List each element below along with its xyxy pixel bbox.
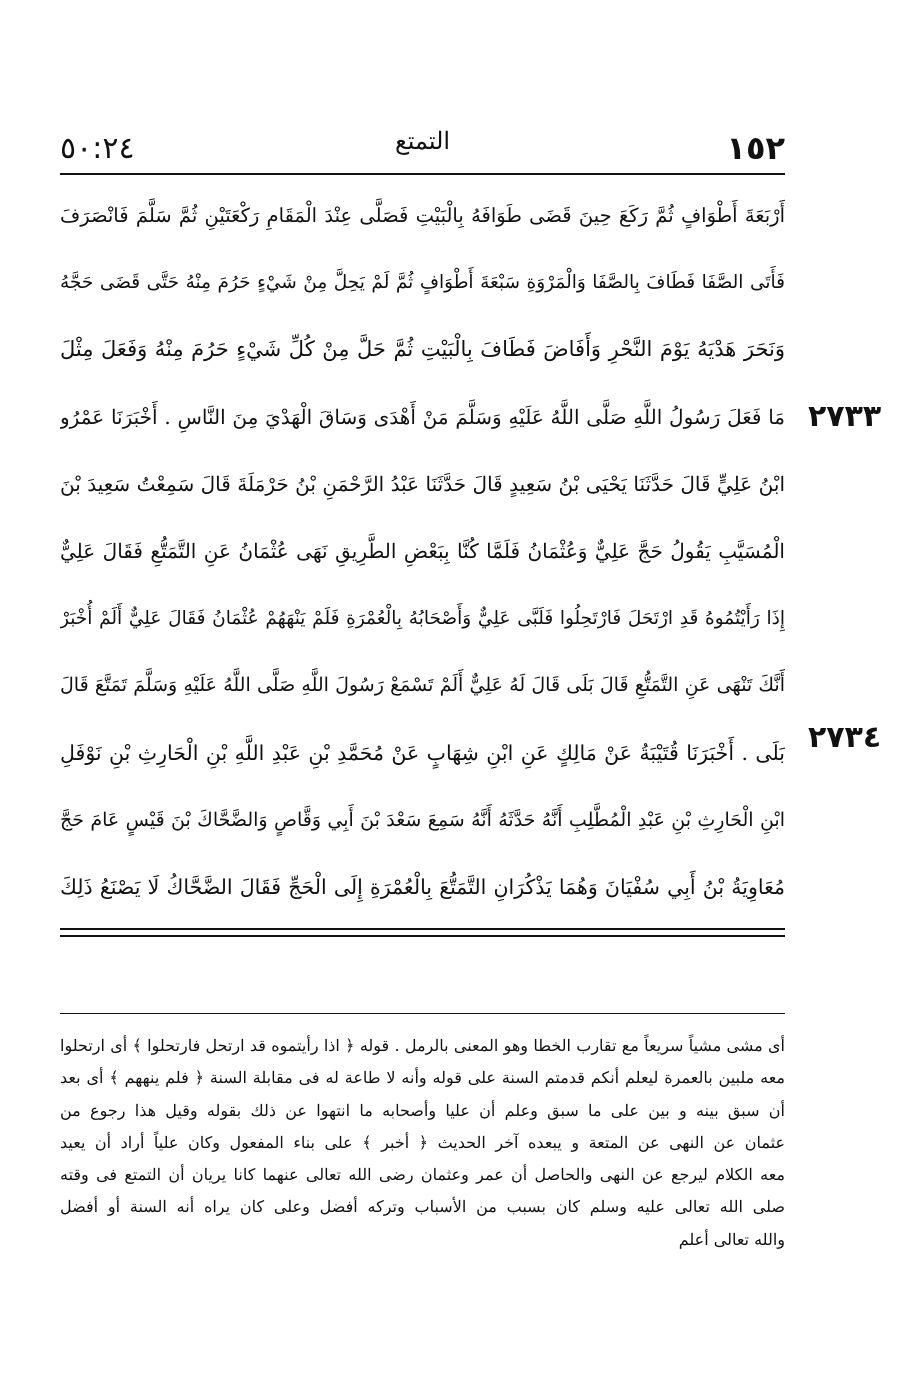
section-divider [60,928,785,930]
text-line: الْمُسَيَّبِ يَقُولُ حَجَّ عَلِيٌّ وَعُثْمَانُ فَلَمَّا كُنَّا بِبَعْضِ الطَّرِيقِ نَهَى عُثْمَانُ عَنِ التَّمَتُّعِ فَقَالَ عَلِيٌّ [60,538,785,563]
text-line: إِذَا رَأَيْتُمُوهُ قَدِ ارْتَحَلَ فَارْتَحِلُوا فَلَبَّى عَلِيٌّ وَأَصْحَابُهُ بِالْعُمْرَةِ فَلَمْ يَنْهَهُمْ عُثْمَانُ فَقَالَ عَلِيٌّ أَلَمْ أُخْبَرْ [60,608,785,630]
footnote-line: معه الكلام ليرجع عن النهى والحاصل أن عمر وعثمان رضى الله تعالى عنهما كانا يريان أن التمتع فى وقته [60,1165,785,1185]
text-line: ابْنُ عَلِيٍّ قَالَ حَدَّثَنَا يَحْيَى بْنُ سَعِيدٍ قَالَ حَدَّثَنَا عَبْدُ الرَّحْمَنِ بْنُ حَرْمَلَةَ قَالَ سَمِعْتُ سَعِيدَ بْنَ [60,471,785,496]
header-rule [60,173,785,175]
footnote [60,1030,785,1256]
footnote-line: صلى الله تعالى عليه وسلم كان بسبب من الأسباب وتركه أفضل وعلى كان يراه أنه السنة أو أفضل [60,1197,785,1217]
hadith-number: ٢٧٣٣ [808,399,882,434]
page-number: ١٥٢ [726,129,785,167]
text-line: وَنَحَرَ هَدْيَهُ يَوْمَ النَّحْرِ وَأَفَاضَ فَطَافَ بِالْبَيْتِ ثُمَّ حَلَّ مِنْ كُلِّ شَيْءٍ حَرُمَ مِنْهُ وَفَعَلَ مِثْلَ [60,337,785,362]
footnote-line: والله تعالى أعلم [678,1229,785,1249]
footnote-line: أى مشى مشياً سريعاً مع تقارب الخطا وهو المعنى بالرمل . قوله ﴿ اذا رأيتموه قد ارتحل فارتحلوا ﴾ أى ارتحلوا [60,1036,785,1055]
hadith-number: ٢٧٣٤ [808,720,882,755]
footnote-line: معه ملبين بالعمرة ليعلم أنكم قدمتم السنة على قوله وأنه لا طاعة له فى مقابلة السنة ﴿ فلم ينههم ﴾ أى بعد [60,1068,785,1088]
section-divider [60,935,785,937]
footnote-line: أن سبق بينه و بين على ما سبق وعلم أن عليا وأصحابه ما انتهوا عن ذلك بقوله وقيل هذا رجوع من [60,1100,785,1120]
footnote-line: عثمان عن النهى عن المتعة و يبعده آخر الحديث ﴿ أخبر ﴾ على بناء المفعول وكان علياً أراد أن يعيد [60,1132,785,1152]
text-line: ابْنِ الْحَارِثِ بْنِ عَبْدِ الْمُطَّلِبِ أَنَّهُ حَدَّثَهُ أَنَّهُ سَمِعَ سَعْدَ بْنَ أَبِي وَقَّاصٍ وَالضَّحَّاكَ بْنَ قَيْسٍ عَامَ حَجَّ [60,808,785,831]
text-line: فَأَتَى الصَّفَا فَطَافَ بِالصَّفَا وَالْمَرْوَةِ سَبْعَةَ أَطْوَافٍ ثُمَّ لَمْ يَحِلَّ مِنْ شَيْءٍ حَرُمَ مِنْهُ حَتَّى قَضَى حَجَّهُ [60,272,785,294]
text-line: بَلَى . أَخْبَرَنَا قُتَيْبَةُ عَنْ مَالِكٍ عَنِ ابْنِ شِهَابٍ عَنْ مُحَمَّدِ بْنِ عَبْدِ اللَّهِ بْنِ الْحَارِثِ بْنِ نَوْفَلِ [60,740,785,765]
page-header [60,125,785,175]
section-reference: ٥٠:٢٤ [60,131,135,166]
text-line: مَا فَعَلَ رَسُولُ اللَّهِ صَلَّى اللَّهُ عَلَيْهِ وَسَلَّمَ مَنْ أَهْدَى وَسَاقَ الْهَدْيَ مِنَ النَّاسِ . أَخْبَرَنَا عَمْرُو [60,404,785,429]
footnote-rule [60,1013,785,1014]
text-line: مُعَاوِيَةُ بْنُ أَبِي سُفْيَانَ وَهُمَا يَذْكُرَانِ التَّمَتُّعَ بِالْعُمْرَةِ إِلَى الْحَجِّ فَقَالَ الضَّحَّاكُ لَا يَصْنَعُ ذَلِكَ [60,874,785,899]
text-line: أَرْبَعَةَ أَطْوَافٍ ثُمَّ رَكَعَ حِينَ قَضَى طَوَافَهُ بِالْبَيْتِ فَصَلَّى عِنْدَ الْمَقَامِ رَكْعَتَيْنِ ثُمَّ سَلَّمَ فَانْصَرَفَ [60,204,785,227]
main-text [60,182,785,921]
text-line: أَنَّكَ تَنْهَى عَنِ التَّمَتُّعِ قَالَ بَلَى قَالَ لَهُ عَلِيٌّ أَلَمْ تَسْمَعْ رَسُولَ اللَّهِ صَلَّى اللَّهُ عَلَيْهِ وَسَلَّمَ تَمَتَّعَ قَالَ [60,674,785,697]
chapter-title: التمتع [394,127,451,155]
